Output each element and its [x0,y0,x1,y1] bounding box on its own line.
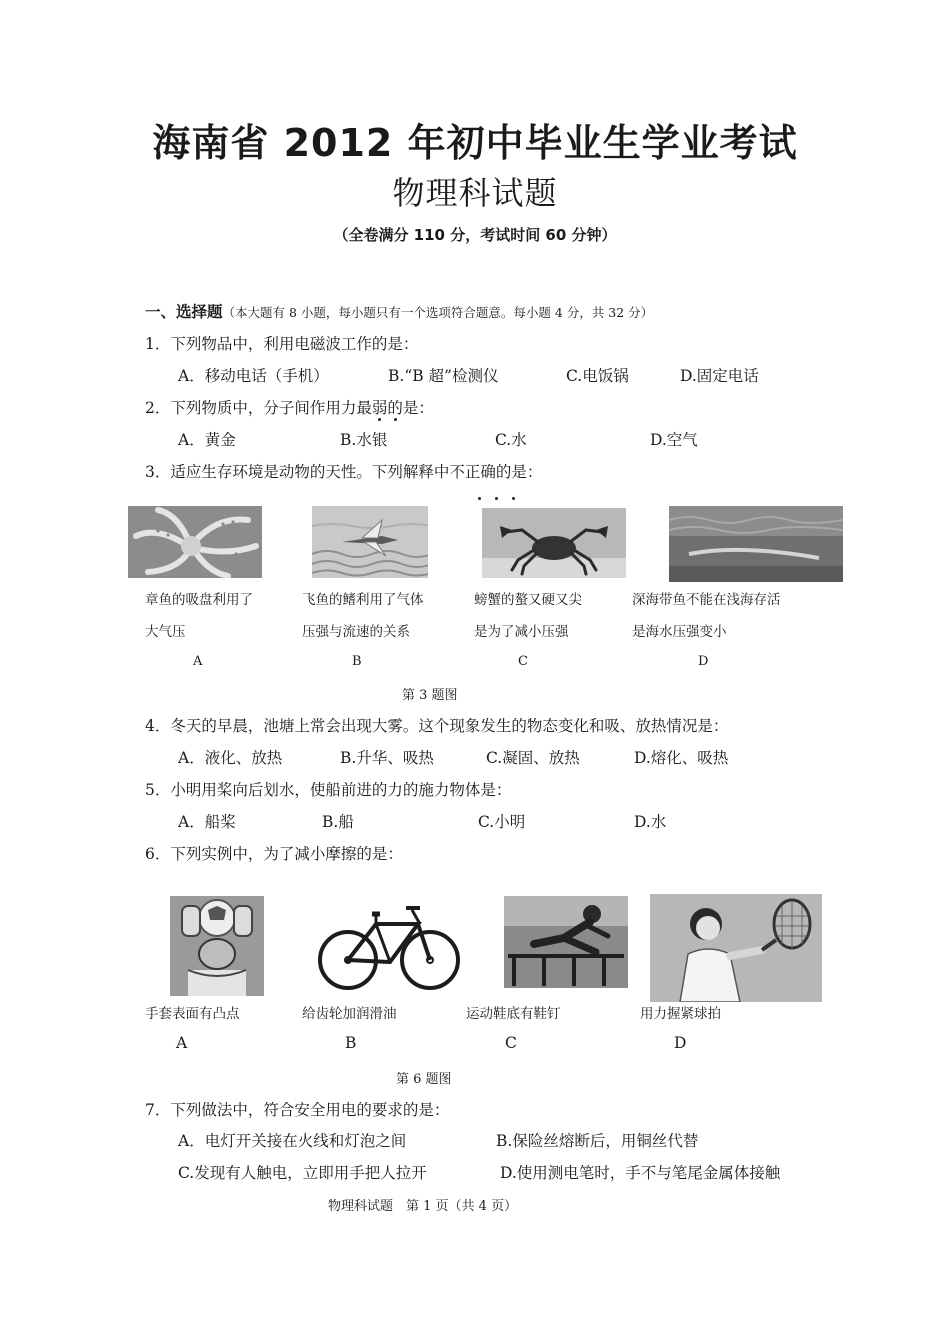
emphasis-dot [512,497,515,500]
flying-fish-photo [312,506,428,578]
section-title: 一、选择题 [145,303,223,321]
q3-fig-c-line2: 是为了减小压强 [474,624,569,640]
emphasis-dot [495,497,498,500]
q6-fig-d-label: 用力握紧球拍 [640,1006,721,1022]
bicycle-photo [316,892,462,996]
emphasis-dot [394,418,397,421]
q5-option-b: B.船 [322,813,354,831]
q1-option-b: B.“B 超”检测仪 [388,367,499,385]
q6-fig-a-label: 手套表面有凸点 [145,1006,240,1022]
q4-option-a: A．液化、放热 [178,749,283,767]
q4-option-c: C.凝固、放热 [486,749,580,767]
octopus-photo [128,506,262,578]
q6-fig-c-label: 运动鞋底有鞋钉 [466,1006,561,1022]
q2-option-a: A．黄金 [178,431,236,449]
q7-option-c: C.发现有人触电，立即用手把人拉开 [178,1164,427,1182]
q7-option-d: D.使用测电笔时，手不与笔尾金属体接触 [500,1164,781,1182]
q5-option-c: C.小明 [478,813,526,831]
q1-stem: 1．下列物品中，利用电磁波工作的是： [145,335,419,353]
exam-subject: 物理科试题 [392,174,558,212]
q2-option-d: D.空气 [650,431,698,449]
crab-photo [482,508,626,578]
q3-fig-c-line1: 螃蟹的螯又硬又尖 [474,592,582,608]
q2-option-b: B.水银 [340,431,388,449]
q2-stem: 2．下列物质中，分子间作用力最弱的是： [145,399,434,417]
q3-fig-b-line2: 压强与流速的关系 [302,624,410,640]
section-note: （本大题有 8 小题，每小题只有一个选项符合题意。每小题 4 分，共 32 分） [222,305,654,320]
q4-option-d: D.熔化、吸热 [634,749,729,767]
q3-fig-a-line2: 大气压 [145,624,186,640]
q6-figure-caption: 第 6 题图 [396,1072,452,1087]
q3-fig-d-line1: 深海带鱼不能在浅海存活 [632,592,781,608]
goalkeeper-photo [170,896,264,996]
q6-stem: 6．下列实例中，为了减小摩擦的是： [145,845,403,863]
q3-fig-d-letter: D [698,654,709,669]
q7-option-a: A．电灯开关接在火线和灯泡之间 [178,1132,407,1150]
q3-fig-b-letter: B [352,654,362,669]
section-heading [145,300,653,322]
q6-fig-c-letter: C [505,1034,517,1052]
q5-option-d: D.水 [634,813,667,831]
q4-option-b: B.升华、吸热 [340,749,434,767]
q4-stem: 4．冬天的早晨，池塘上常会出现大雾。这个现象发生的物态变化和吸、放热情况是： [145,717,729,735]
q6-fig-b-letter: B [345,1034,357,1052]
emphasis-dot [478,497,481,500]
q5-stem: 5．小明用桨向后划水，使船前进的力的施力物体是： [145,781,512,799]
q3-stem: 3．适应生存环境是动物的天性。下列解释中不正确的是： [145,463,543,481]
q3-fig-a-line1: 章鱼的吸盘利用了 [145,592,253,608]
q6-fig-d-letter: D [674,1034,687,1052]
q3-fig-d-line2: 是海水压强变小 [632,624,727,640]
q7-stem: 7．下列做法中，符合安全用电的要求的是： [145,1101,450,1119]
q6-fig-b-label: 给齿轮加润滑油 [302,1006,397,1022]
page-footer: 物理科试题 第 1 页（共 4 页） [328,1199,518,1214]
exam-title: 海南省 2012 年初中毕业生学业考试 [152,121,798,165]
q6-fig-a-letter: A [176,1034,188,1052]
q2-option-c: C.水 [495,431,527,449]
emphasis-dot [378,418,381,421]
q3-figure-caption: 第 3 题图 [402,688,458,703]
q5-option-a: A．船桨 [178,813,236,831]
q1-option-a: A．移动电话（手机） [178,367,329,385]
tennis-player-photo [650,894,822,1002]
q3-fig-c-letter: C [518,654,528,669]
q3-fig-a-letter: A [193,654,203,669]
q7-option-b: B.保险丝熔断后，用铜丝代替 [496,1132,699,1150]
q1-option-d: D.固定电话 [680,367,759,385]
exam-note: （全卷满分 110 分，考试时间 60 分钟） [333,226,617,244]
q1-option-c: C.电饭锅 [566,367,629,385]
hurdler-photo [504,896,628,988]
deep-sea-fish-photo [669,506,843,582]
q3-fig-b-line1: 飞鱼的鳍利用了气体 [302,592,424,608]
